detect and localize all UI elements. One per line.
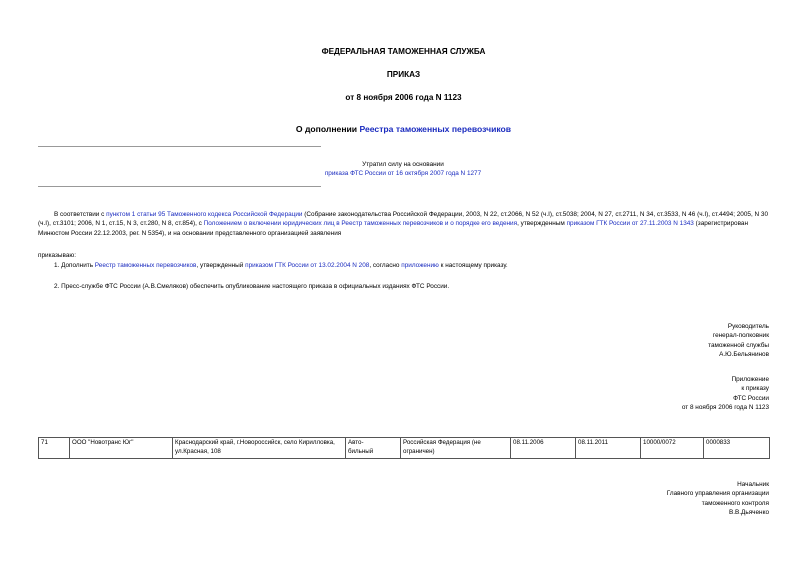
item1-registry-link[interactable]: Реестр таможенных перевозчиков xyxy=(94,262,197,269)
appendix-line: Приложение xyxy=(731,376,769,383)
doc-type-heading: ПРИКАЗ xyxy=(386,70,421,79)
appendix-line: от 8 ноября 2006 года N 1123 xyxy=(681,403,769,411)
divider-top xyxy=(38,146,321,147)
item1-text-2: , утвержденный xyxy=(196,262,246,269)
signature-line: таможенной службы xyxy=(708,341,769,349)
preamble-text-4: (зарегистрирован Минюстом России 22.12.2003, рег. N 5354), и на основании представленного организацией заявления xyxy=(38,220,749,237)
address-line: Краснодарский край, г.Новороссийск, село Кирилловка, xyxy=(175,439,335,446)
cell-transport-type xyxy=(346,438,401,459)
cell-certificate-number: 0000833 xyxy=(704,438,770,459)
table-row xyxy=(39,438,770,459)
order-item-1 xyxy=(38,261,774,270)
signature-line: Главного управления организации xyxy=(666,490,769,498)
appendix-line: к приказу xyxy=(741,385,769,393)
registry-link[interactable]: Реестра таможенных перевозчиков xyxy=(359,124,512,134)
signature-line: генерал-полковник xyxy=(712,332,769,340)
divider-bottom xyxy=(38,186,321,187)
prikazyvayu-label: приказываю: xyxy=(38,252,76,259)
doc-date-heading: от 8 ноября 2006 года N 1123 xyxy=(345,93,462,102)
cell-number: 71 xyxy=(39,438,70,459)
transport-line: Авто- xyxy=(348,439,364,446)
zone-line: ограничен) xyxy=(403,447,435,455)
gtk-order-208-link[interactable]: приказом ГТК России от 13.02.2004 N 208 xyxy=(245,262,370,269)
preamble-text-2: (Собрание законодательства Российской Федерации, 2003, N 22, ст.2066, N 52 (ч.I), ст.5038; 2004, N 27, ст.2711, N 34, ст.3533, N 46 (ч.I), ст.4494; 2005, N 30 (ч.I), ст.3101; 2006, N 1, ст.15, N 3, ст.280, N 8, ст.854), с xyxy=(38,211,769,228)
cell-registration-number: 10000/0072 xyxy=(641,438,704,459)
gtk-order-1343-link[interactable]: приказом ГТК России от 27.11.2003 N 1343 xyxy=(566,220,694,228)
regulation-link[interactable]: Положением о включении юридических лиц в Реестр таможенных перевозчиков и о порядке его ведения xyxy=(203,220,518,228)
transport-line: бильный xyxy=(348,447,374,455)
order-item-2: 2. Пресс-службе ФТС России (А.В.Смеляков) обеспечить опубликование настоящего приказа в официальных изданиях ФТС России. xyxy=(54,283,450,290)
signature-line: таможенного контроля xyxy=(701,499,769,507)
item1-text-3: , согласно xyxy=(369,262,402,269)
cell-address xyxy=(173,438,346,459)
address-line: ул.Красная, 108 xyxy=(175,447,221,455)
cell-operation-zone xyxy=(401,438,511,459)
signature-block-gu xyxy=(667,480,769,517)
appendix-header xyxy=(682,375,769,412)
signature-line: В.В.Дьяченко xyxy=(728,508,769,516)
preamble-paragraph xyxy=(38,210,774,238)
signature-line: А.Ю.Бельянинов xyxy=(719,350,769,358)
subject-prefix: О дополнении xyxy=(295,124,360,134)
item1-text-1: 1. Дополнить xyxy=(54,262,95,269)
cell-company-name: ООО "Новотранс Юг" xyxy=(70,438,173,459)
customs-code-link[interactable]: пунктом 1 статьи 95 Таможенного кодекса Российской Федерации xyxy=(106,211,303,218)
appendix-link[interactable]: приложению xyxy=(401,262,439,269)
appendix-line: ФТС России xyxy=(733,394,769,402)
registry-table xyxy=(38,437,770,459)
zone-line: Российская Федерация (не xyxy=(403,439,481,446)
org-heading: ФЕДЕРАЛЬНАЯ ТАМОЖЕННАЯ СЛУЖБА xyxy=(321,47,486,56)
cell-date-from: 08.11.2006 xyxy=(511,438,576,459)
preamble-text-3: , утвержденным xyxy=(517,220,567,228)
signature-line: Начальник xyxy=(737,481,769,488)
item1-text-4: к настоящему приказу. xyxy=(438,262,508,269)
lost-force-note xyxy=(300,160,506,179)
signature-block-head xyxy=(708,322,769,359)
lost-force-text: Утратил силу на основании xyxy=(362,161,444,168)
cell-date-to: 08.11.2011 xyxy=(576,438,641,459)
lost-force-link[interactable]: приказа ФТС России от 16 октября 2007 года N 1277 xyxy=(324,170,482,178)
preamble-text-1: В соответствии с xyxy=(54,211,107,218)
signature-line: Руководитель xyxy=(727,323,769,330)
doc-subject-heading xyxy=(0,123,807,135)
